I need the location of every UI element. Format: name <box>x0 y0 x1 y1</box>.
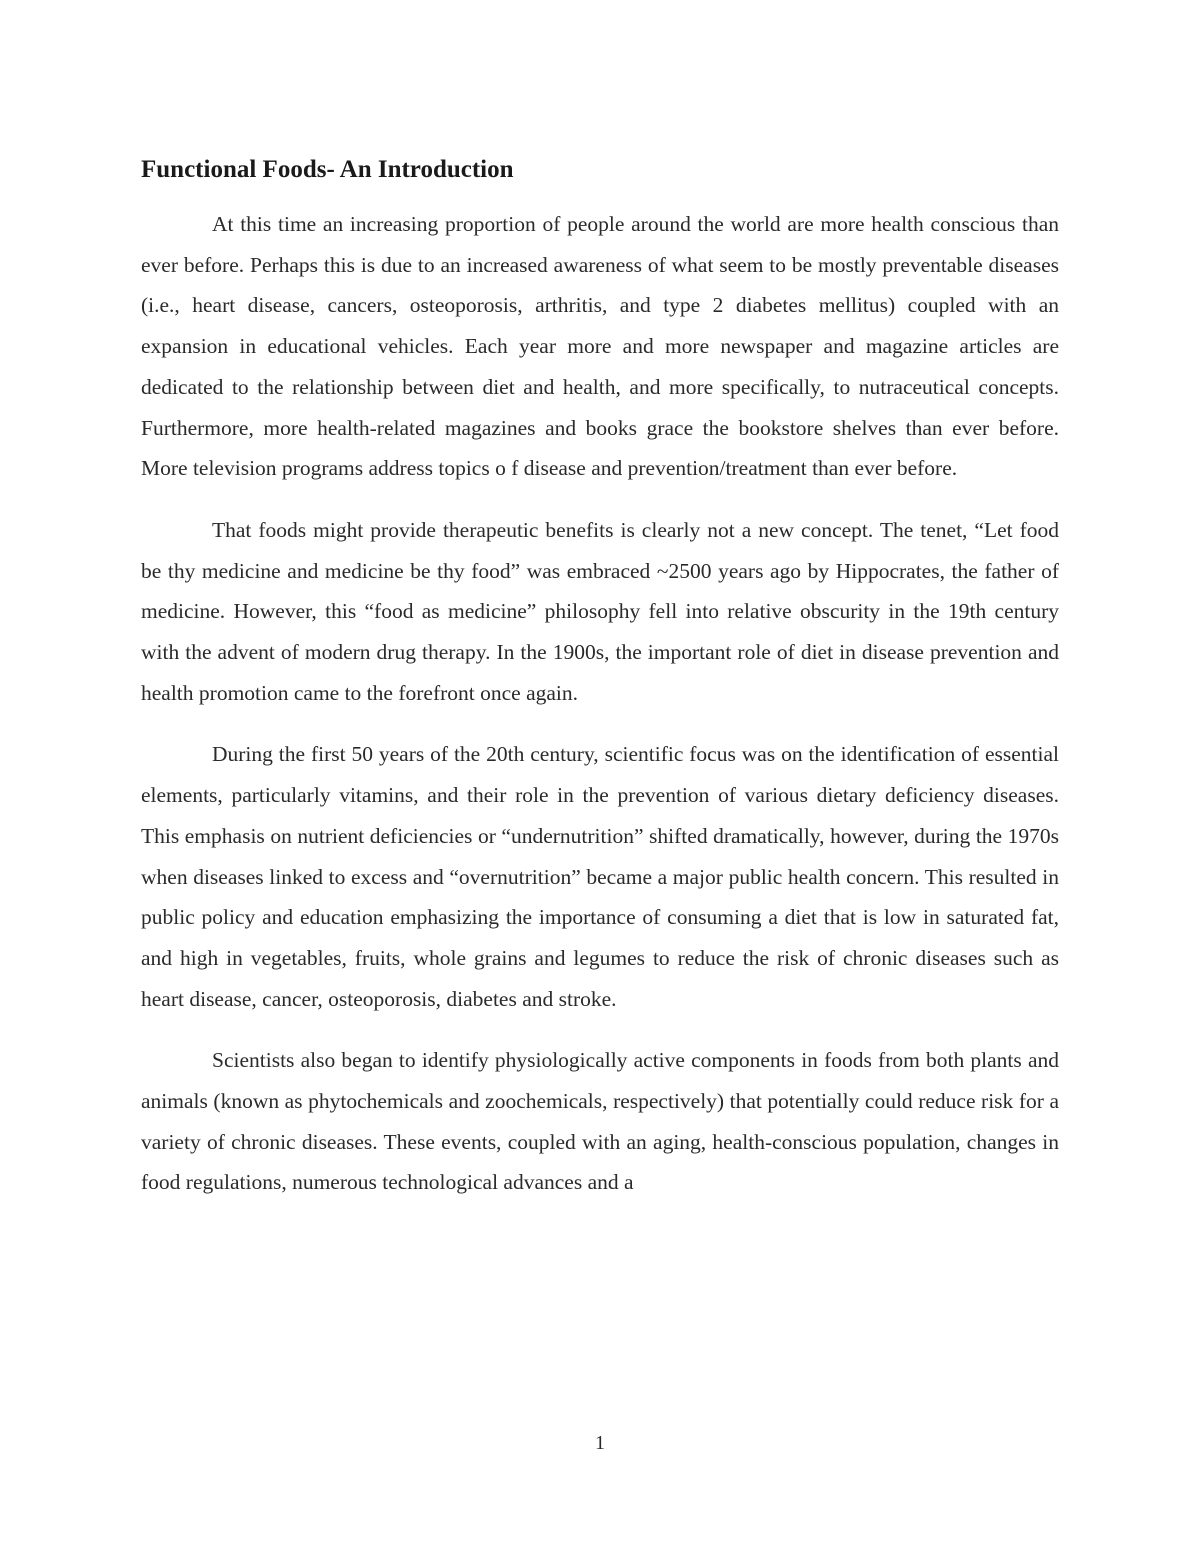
paragraph-2: That foods might provide therapeutic benefits is clearly not a new concept. The tenet, “Let food be thy medicine and medicine be thy food” was embraced ~2500 years ago by Hippocrates, the father of medicine. However, this “food as medicine” philosophy fell into relative obscurity in the 19th century with the advent of modern drug therapy. In the 1900s, the important role of diet in disease prevention and health promotion came to the forefront once again. <box>141 517 1059 705</box>
paragraph-3: During the first 50 years of the 20th century, scientific focus was on the identification of essential elements, particularly vitamins, and their role in the prevention of various dietary deficiency diseases. This emphasis on nutrient deficiencies or “undernutrition” shifted dramatically, however, during the 1970s when diseases linked to excess and “overnutrition” became a major public health concern. This resulted in public policy and education emphasizing the importance of consuming a diet that is low in saturated fat, and high in vegetables, fruits, whole grains and legumes to reduce the risk of chronic diseases such as heart disease, cancer, osteoporosis, diabetes and stroke. <box>141 742 1059 1011</box>
page-number: 1 <box>595 1432 605 1454</box>
paragraph-4: Scientists also began to identify physiologically active components in foods from both plants and animals (known as phytochemicals and zoochemicals, respectively) that potentially could reduce risk for a variety of chronic diseases. These events, coupled with an aging, health-conscious population, changes in food regulations, numerous technological advances and a <box>141 1048 1059 1195</box>
page-content <box>141 150 1059 1224</box>
paragraph-1: At this time an increasing proportion of people around the world are more health conscious than ever before. Perhaps this is due to an increased awareness of what seem to be mostly preventable diseases (i.e., heart disease, cancers, osteoporosis, arthritis, and type 2 diabetes mellitus) coupled with an expansion in educational vehicles. Each year more and more newspaper and magazine articles are dedicated to the relationship between diet and health, and more specifically, to nutraceutical concepts. Furthermore, more health-related magazines and books grace the bookstore shelves than ever before. More television programs address topics o f disease and prevention/treatment than ever before. <box>141 212 1059 481</box>
document-title: Functional Foods- An Introduction <box>141 156 514 183</box>
